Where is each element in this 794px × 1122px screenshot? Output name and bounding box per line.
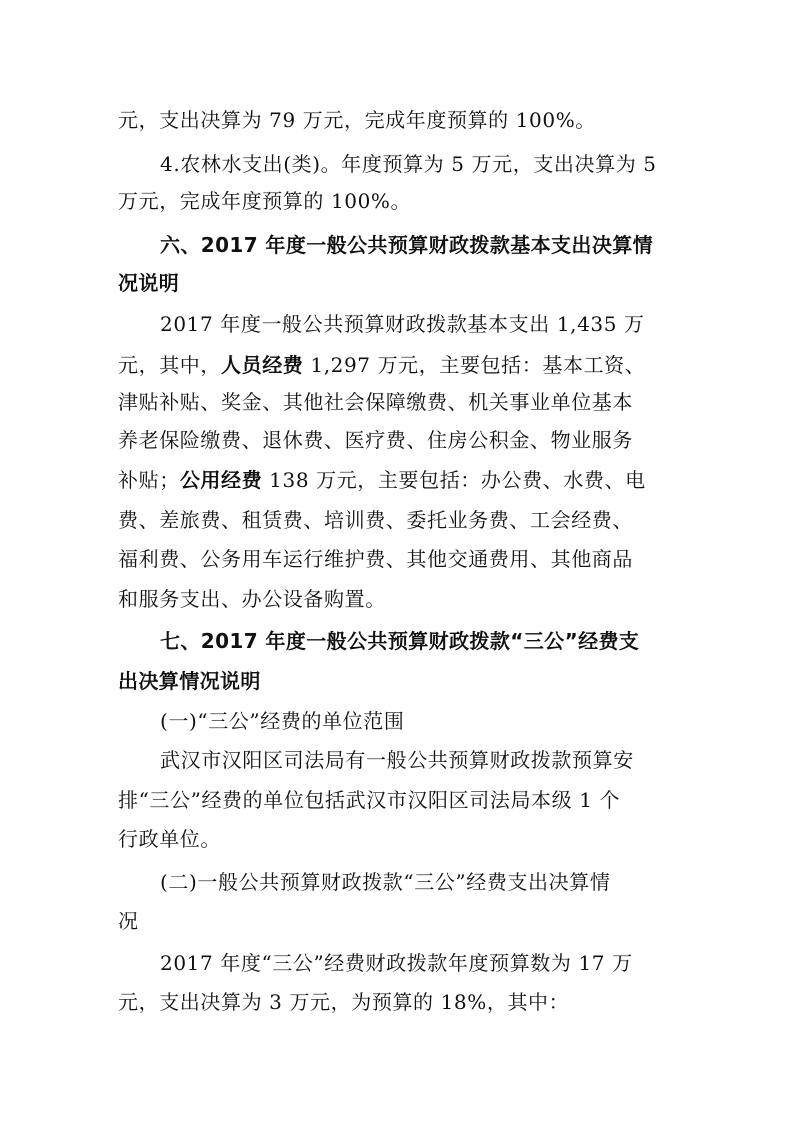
paragraph-line: 2017 年度一般公共预算财政拨款基本支出 1,435 万 [160, 312, 645, 336]
paragraph-line: 2017 年度“三公”经费财政拨款年度预算数为 17 万 [160, 951, 633, 975]
paragraph-line: 津贴补贴、奖金、其他社会保障缴费、机关事业单位基本 [118, 390, 633, 414]
bold-term-personnel: 人员经费 [221, 353, 304, 377]
paragraph-line: 福利费、公务用车运行维护费、其他交通费用、其他商品 [118, 547, 633, 571]
section-heading-7: 七、2017 年度一般公共预算财政拨款“三公”经费支 [160, 629, 640, 653]
bold-term-public: 公用经费 [179, 468, 263, 492]
section-heading-7-cont: 出决算情况说明 [118, 669, 261, 693]
text-segment: 138 万元，主要包括：办公费、水费、电 [262, 468, 646, 492]
text-segment: 1,297 万元，主要包括：基本工资、 [303, 353, 646, 377]
subsection-title-2: (二)一般公共预算财政拨款“三公”经费支出决算情 [160, 870, 611, 894]
paragraph-line [118, 465, 678, 495]
paragraph-line: 武汉市汉阳区司法局有一般公共预算财政拨款预算安 [160, 748, 634, 772]
paragraph-line: 元，支出决算为 3 万元，为预算的 18%，其中： [118, 990, 570, 1014]
paragraph-line [118, 350, 678, 380]
section-heading-6: 六、2017 年度一般公共预算财政拨款基本支出决算情 [160, 233, 654, 257]
paragraph-line: 和服务支出、办公设备购置。 [118, 587, 386, 611]
section-heading-6-cont: 况说明 [118, 271, 180, 295]
paragraph-line: 费、差旅费、租赁费、培训费、委托业务费、工会经费、 [118, 508, 633, 532]
text-segment: 元，其中， [118, 353, 221, 377]
subsection-title-1: (一)“三公”经费的单位范围 [160, 709, 405, 733]
paragraph-line: 行政单位。 [118, 827, 221, 851]
paragraph-line: 元，支出决算为 79 万元，完成年度预算的 100%。 [118, 108, 596, 132]
paragraph-line: 万元，完成年度预算的 100%。 [118, 189, 412, 213]
text-segment: 补贴； [118, 468, 180, 492]
paragraph-line: 养老保险缴费、退休费、医疗费、住房公积金、物业服务 [118, 428, 633, 452]
paragraph-line: 4.农林水支出(类)。年度预算为 5 万元，支出决算为 5 [160, 152, 657, 176]
paragraph-line: 排“三公”经费的单位包括武汉市汉阳区司法局本级 1 个 [118, 788, 621, 812]
subsection-title-2-cont: 况 [118, 909, 139, 933]
